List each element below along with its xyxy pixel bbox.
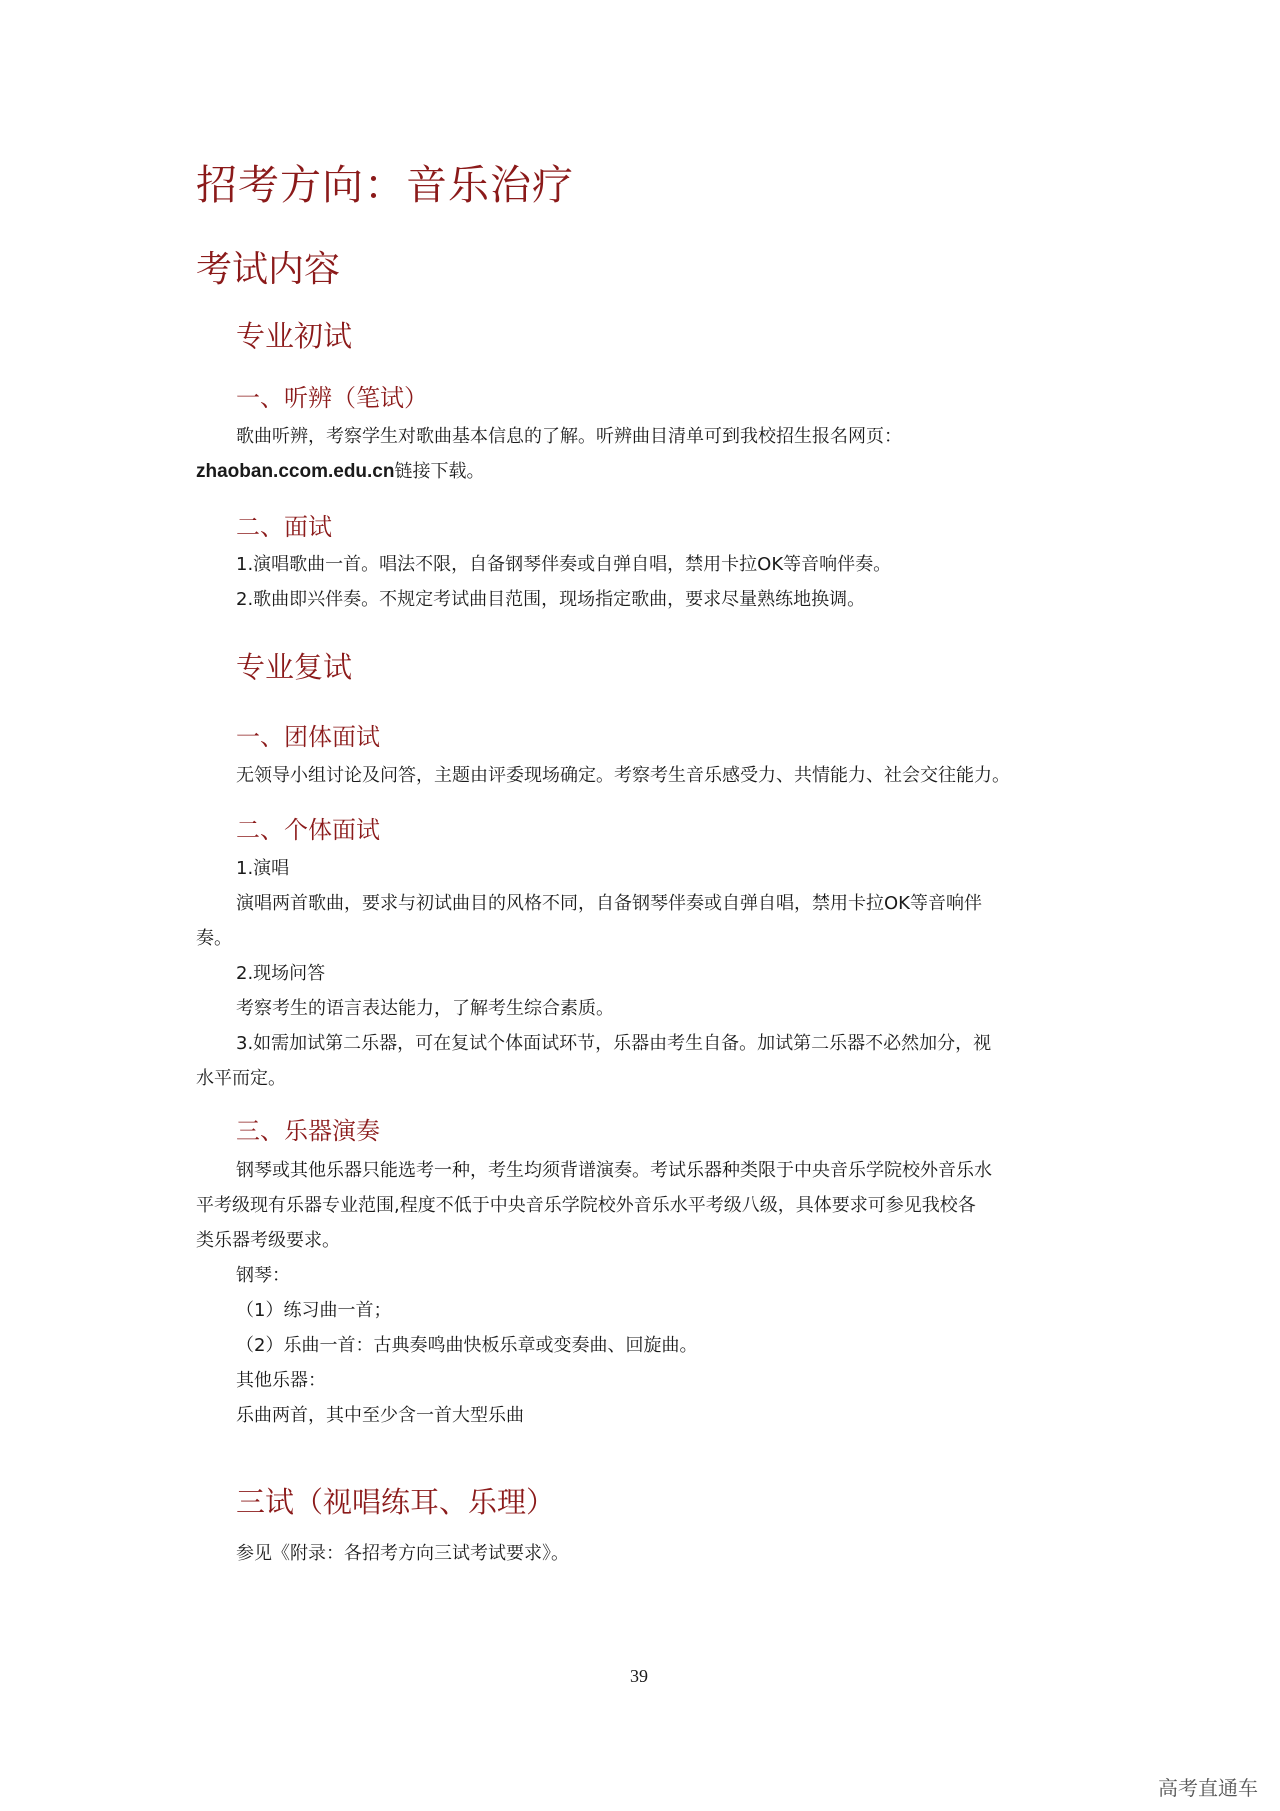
watermark: 高考直通车 <box>1158 1776 1258 1800</box>
individual-item1-line2: 奏。 <box>196 928 232 949</box>
listening-text-line1: 歌曲听辨，考察学生对歌曲基本信息的了解。听辨曲目清单可到我校招生报名网页： <box>236 426 902 447</box>
heading-instrument-performance: 三、乐器演奏 <box>236 1117 380 1145</box>
piano-label: 钢琴： <box>236 1265 290 1286</box>
individual-item3-line1: 3.如需加试第二乐器，可在复试个体面试环节，乐器由考生自备。加试第二乐器不必然加分，视 <box>236 1033 992 1054</box>
piano-item-1: （1）练习曲一首； <box>236 1300 392 1321</box>
heading-group-interview: 一、团体面试 <box>236 723 380 751</box>
other-instrument-label: 其他乐器： <box>236 1370 326 1391</box>
heading-interview: 二、面试 <box>236 513 332 541</box>
listening-text-line2 <box>196 459 484 485</box>
heading-listening: 一、听辨（笔试） <box>236 384 428 412</box>
individual-item2-title: 2.现场问答 <box>236 963 326 984</box>
heading-preliminary: 专业初试 <box>236 319 353 353</box>
page-title: 招考方向：音乐治疗 <box>196 161 574 209</box>
heading-retest: 专业复试 <box>236 650 353 684</box>
group-interview-text: 无领导小组讨论及问答，主题由评委现场确定。考察考生音乐感受力、共情能力、社会交往能力。 <box>236 765 1010 786</box>
instrument-line2: 平考级现有乐器专业范围,程度不低于中央音乐学院校外音乐水平考级八级，具体要求可参见我校各 <box>196 1195 976 1216</box>
heading-third-exam: 三试（视唱练耳、乐理） <box>236 1485 556 1519</box>
page-number: 39 <box>630 1666 648 1686</box>
instrument-line1: 钢琴或其他乐器只能选考一种，考生均须背谱演奏。考试乐器种类限于中央音乐学院校外音乐水 <box>236 1160 992 1181</box>
individual-item1-title: 1.演唱 <box>236 858 290 879</box>
individual-item2-text: 考察考生的语言表达能力，了解考生综合素质。 <box>236 998 614 1019</box>
heading-individual-interview: 二、个体面试 <box>236 816 380 844</box>
third-exam-text: 参见《附录：各招考方向三试考试要求》。 <box>236 1543 569 1564</box>
individual-item3-line2: 水平而定。 <box>196 1068 286 1089</box>
registration-url-link[interactable]: zhaoban.ccom.edu.cn <box>196 461 395 482</box>
section-heading-exam-content: 考试内容 <box>196 249 341 290</box>
interview-item-1: 1.演唱歌曲一首。唱法不限，自备钢琴伴奏或自弹自唱，禁用卡拉OK等音响伴奏。 <box>236 554 892 575</box>
instrument-line3: 类乐器考级要求。 <box>196 1230 340 1251</box>
individual-item1-line1: 演唱两首歌曲，要求与初试曲目的风格不同，自备钢琴伴奏或自弹自唱，禁用卡拉OK等音响伴 <box>236 893 982 914</box>
listening-download-suffix: 链接下载。 <box>394 461 485 482</box>
other-instrument-text: 乐曲两首，其中至少含一首大型乐曲 <box>236 1405 524 1426</box>
piano-item-2: （2）乐曲一首：古典奏鸣曲快板乐章或变奏曲、回旋曲。 <box>236 1335 698 1356</box>
interview-item-2: 2.歌曲即兴伴奏。不规定考试曲目范围，现场指定歌曲，要求尽量熟练地换调。 <box>236 589 866 610</box>
